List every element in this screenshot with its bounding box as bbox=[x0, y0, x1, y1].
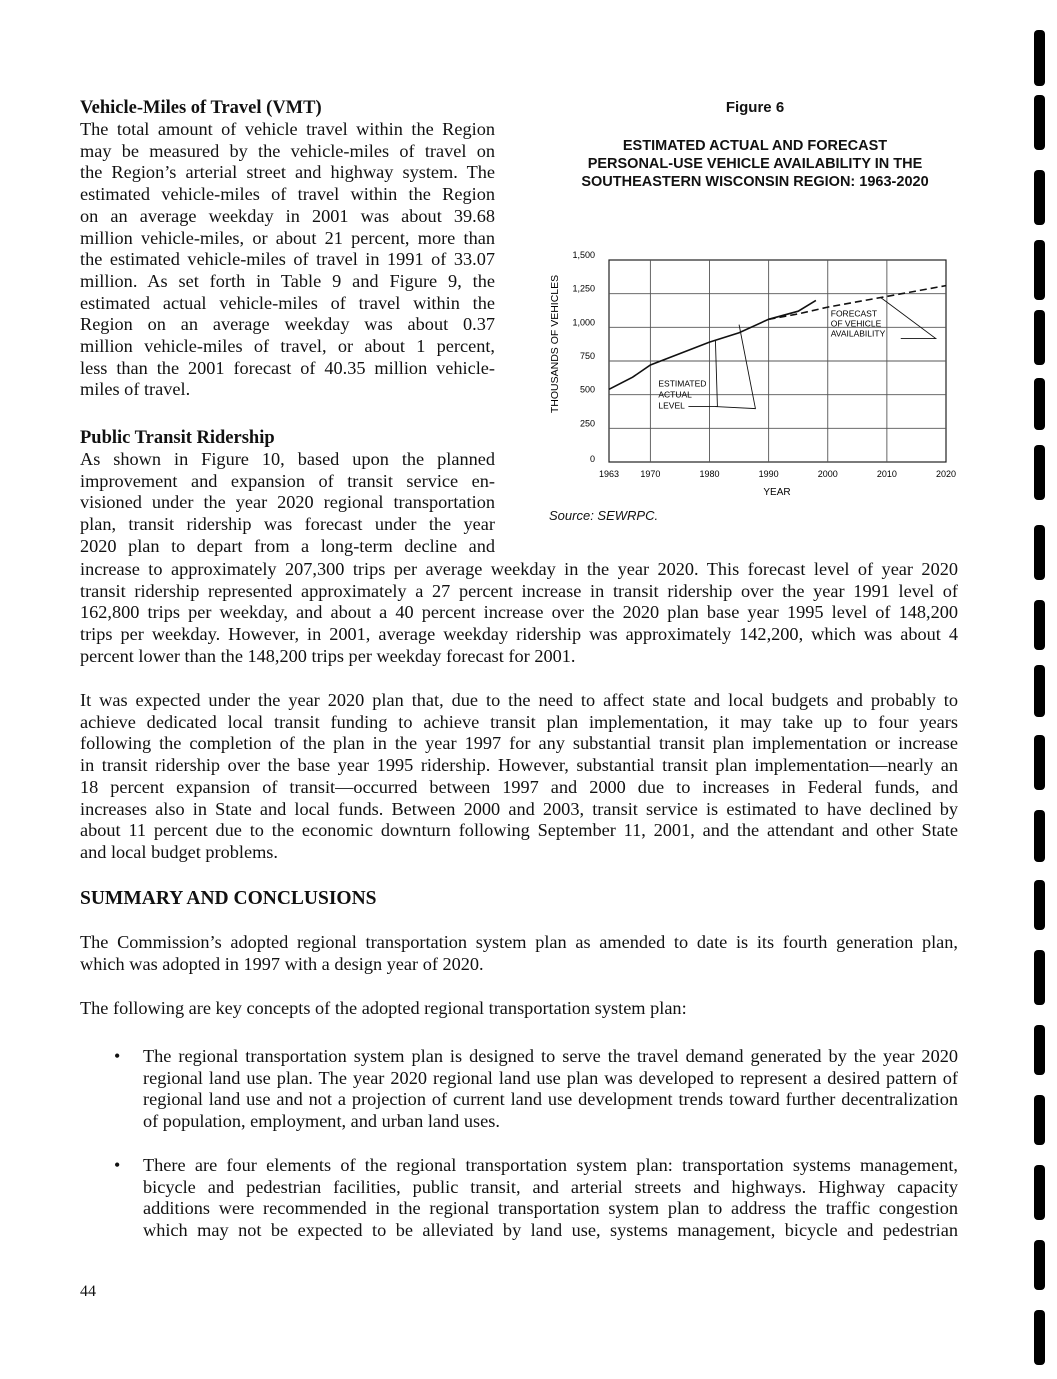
text-line: and local budget problems. bbox=[80, 841, 278, 862]
text-line: less than the 2001 forecast of 40.35 million vehicle- bbox=[80, 357, 495, 378]
text-line: regional land use plan. The year 2020 regional land use plan was developed to represent a desired pattern of bbox=[143, 1067, 958, 1088]
text-line: about 11 percent due to the economic downturn following September 11, 2001, and the attendant and other State bbox=[80, 820, 958, 841]
x-tick-label: 1970 bbox=[640, 469, 661, 479]
text-line: As shown in Figure 10, based upon the planned bbox=[80, 449, 495, 469]
y-tick-label: 1,250 bbox=[572, 283, 595, 294]
bullet-marker: • bbox=[114, 1046, 121, 1066]
text-line: miles of travel. bbox=[80, 379, 191, 400]
text-line: The Commission’s adopted regional transportation system plan as amended to date is its fourth generation plan, bbox=[80, 932, 958, 952]
binding-mark bbox=[1034, 310, 1045, 365]
binding-mark bbox=[1034, 445, 1045, 500]
text-line: The total amount of vehicle travel within the Region bbox=[80, 119, 495, 139]
vmt-heading: Vehicle-Miles of Travel (VMT) bbox=[80, 98, 322, 118]
text-line: the Region’s arterial street and highway system. The bbox=[80, 162, 495, 183]
text-line: 18 percent expansion of transit—occurred between 1997 and 2000 due to increases in Federal funds, and bbox=[80, 776, 958, 797]
text-line: million vehicle-miles, or about 21 percent, more than bbox=[80, 227, 495, 248]
text-line: trips per weekday. However, in 2001, average weekday ridership was approximately 142,200, which was about 4 bbox=[80, 624, 958, 645]
bullet-marker: • bbox=[114, 1155, 121, 1175]
annotation-estimated-text: ACTUAL bbox=[658, 389, 692, 400]
binding-mark bbox=[1034, 170, 1045, 225]
annotation-leader-line bbox=[715, 325, 755, 409]
text-line: additions were recommended in the regional transportation system plan to address the traffic congestion bbox=[143, 1198, 958, 1219]
text-line: increases also in State and local funds. Between 2000 and 2003, transit service is estimated to have declined by bbox=[80, 798, 958, 819]
text-line: visioned under the year 2020 regional transportation bbox=[80, 492, 495, 513]
binding-mark bbox=[1034, 735, 1045, 790]
x-axis-label: YEAR bbox=[763, 487, 791, 498]
binding-mark bbox=[1034, 665, 1045, 717]
binding-mark bbox=[1034, 1310, 1045, 1365]
text-line: million vehicle-miles of travel, or about 1 percent, bbox=[80, 336, 495, 357]
summary-paragraph-2 bbox=[80, 998, 958, 1020]
transit-heading: Public Transit Ridership bbox=[80, 428, 275, 448]
binding-mark bbox=[1034, 1095, 1045, 1145]
x-tick-label: 1963 bbox=[598, 469, 620, 479]
text-line: increase to approximately 207,300 trips per average weekday in the year 2020. This forecast level of year 2020 bbox=[80, 559, 958, 579]
x-tick-label: 1990 bbox=[758, 469, 779, 479]
x-tick-label: 1980 bbox=[699, 469, 720, 479]
figure-source: Source: SEWRPC. bbox=[549, 508, 659, 523]
text-line: which was adopted in 1997 with a design year of 2020. bbox=[80, 953, 484, 974]
text-line: percent lower than the 148,200 trips per weekday forecast for 2001. bbox=[80, 645, 576, 666]
text-line: estimated vehicle-miles of travel within the Region bbox=[80, 184, 495, 205]
text-line: bicycle and pedestrian facilities, public transit, and arterial streets and highways. Highway capacity bbox=[143, 1176, 958, 1197]
text-line: Region on an average weekday was about 0.37 bbox=[80, 314, 495, 335]
y-tick-label: 500 bbox=[579, 384, 595, 395]
binding-mark bbox=[1034, 240, 1045, 300]
x-tick-label: 2000 bbox=[817, 469, 838, 479]
binding-mark bbox=[1034, 600, 1045, 650]
text-line: improvement and expansion of transit service en- bbox=[80, 470, 495, 491]
annotation-forecast-text: AVAILABILITY bbox=[830, 328, 886, 339]
binding-mark bbox=[1034, 950, 1045, 1005]
y-tick-label: 1,000 bbox=[572, 317, 595, 328]
vmt-paragraph bbox=[80, 119, 495, 401]
y-tick-label: 0 bbox=[589, 454, 595, 464]
binding-mark bbox=[1034, 95, 1045, 150]
binding-mark bbox=[1034, 378, 1045, 430]
summary-heading: SUMMARY AND CONCLUSIONS bbox=[80, 888, 377, 909]
transit-paragraph-wide bbox=[80, 559, 958, 668]
y-tick-label: 1,500 bbox=[572, 250, 595, 260]
summary-paragraph-1 bbox=[80, 932, 958, 975]
text-line: which may not be expected to be alleviated by land use, systems management, bicycle and pedestrian bbox=[143, 1220, 958, 1241]
text-line: It was expected under the year 2020 plan that, due to the need to affect state and local budgets and probably to bbox=[80, 690, 958, 710]
bullet-text-1 bbox=[143, 1046, 958, 1133]
text-line: plan, transit ridership was forecast under the year bbox=[80, 514, 495, 535]
annotation-forecast-text: OF VEHICLE bbox=[830, 318, 882, 329]
x-tick-label: 2020 bbox=[935, 469, 957, 479]
annotation-leader-line bbox=[688, 341, 717, 407]
figure-label: Figure 6 bbox=[725, 99, 785, 116]
binding-mark bbox=[1034, 1165, 1045, 1220]
transit-paragraph-2 bbox=[80, 690, 958, 864]
binding-mark bbox=[1034, 525, 1045, 580]
figure-title-line: SOUTHEASTERN WISCONSIN REGION: 1963-2020 bbox=[581, 174, 929, 190]
summary-paragraph-2-text: The following are key concepts of the adopted regional transportation system plan: bbox=[80, 998, 687, 1018]
annotation-estimated-text: LEVEL bbox=[658, 400, 685, 411]
figure-title bbox=[530, 137, 980, 191]
binding-mark bbox=[1034, 880, 1045, 930]
annotation-forecast-text: FORECAST bbox=[830, 308, 878, 319]
text-line: achieve dedicated local transit funding to achieve transit plan implementation, it may take up to four years bbox=[80, 711, 958, 732]
y-tick-label: 250 bbox=[579, 418, 595, 429]
binding-mark bbox=[1034, 1025, 1045, 1075]
binding-mark bbox=[1034, 810, 1045, 862]
transit-paragraph-narrow bbox=[80, 449, 495, 558]
text-line: of population, employment, and urban land uses. bbox=[143, 1111, 500, 1132]
annotation-leader-line bbox=[881, 298, 936, 339]
x-tick-label: 2010 bbox=[876, 469, 897, 479]
text-line: regional land use and not a projection of current land use development trends toward further decentralization bbox=[143, 1089, 958, 1110]
y-tick-label: 750 bbox=[579, 351, 595, 361]
vmt-section bbox=[80, 97, 495, 401]
text-line: the estimated vehicle-miles of travel in 1991 of 33.07 bbox=[80, 249, 495, 270]
page-number: 44 bbox=[80, 1283, 96, 1300]
text-line: on an average weekday in 2001 was about 39.68 bbox=[80, 205, 495, 226]
text-line: There are four elements of the regional transportation system plan: transportation systems management, bbox=[143, 1155, 958, 1175]
text-line: may be measured by the vehicle-miles of travel on bbox=[80, 140, 495, 161]
transit-section bbox=[80, 427, 495, 558]
text-line: estimated actual vehicle-miles of travel within the bbox=[80, 292, 495, 313]
bullet-text-2 bbox=[143, 1155, 958, 1242]
figure-title-line: PERSONAL-USE VEHICLE AVAILABILITY IN THE bbox=[587, 156, 923, 172]
text-line: The regional transportation system plan is designed to serve the travel demand generated by the year 2020 bbox=[143, 1046, 958, 1066]
text-line: following the completion of the plan in the year 1997 for any substantial transit plan implementation or increase bbox=[80, 733, 958, 754]
binding-mark bbox=[1034, 30, 1045, 86]
text-line: 162,800 trips per weekday, and about a 40 percent increase over the 2020 plan base year 1995 level of 148,200 bbox=[80, 602, 958, 623]
text-line: 2020 plan to depart from a long-term decline and bbox=[80, 535, 495, 556]
vehicle-availability-chart bbox=[520, 240, 970, 505]
text-line: transit ridership represented approximately a 27 percent increase in transit ridership over the year 1991 level of bbox=[80, 580, 958, 601]
y-axis-label: THOUSANDS OF VEHICLES bbox=[549, 274, 561, 414]
text-line: in transit ridership over the base year 1995 ridership. However, substantial transit plan implementation—nearly an bbox=[80, 755, 958, 776]
figure-title-line: ESTIMATED ACTUAL AND FORECAST bbox=[622, 138, 888, 154]
estimated-actual-line bbox=[609, 300, 816, 389]
text-line: million. As set forth in Table 9 and Figure 9, the bbox=[80, 270, 495, 291]
binding-mark bbox=[1034, 1240, 1045, 1290]
annotation-estimated-text: ESTIMATED bbox=[658, 378, 707, 389]
